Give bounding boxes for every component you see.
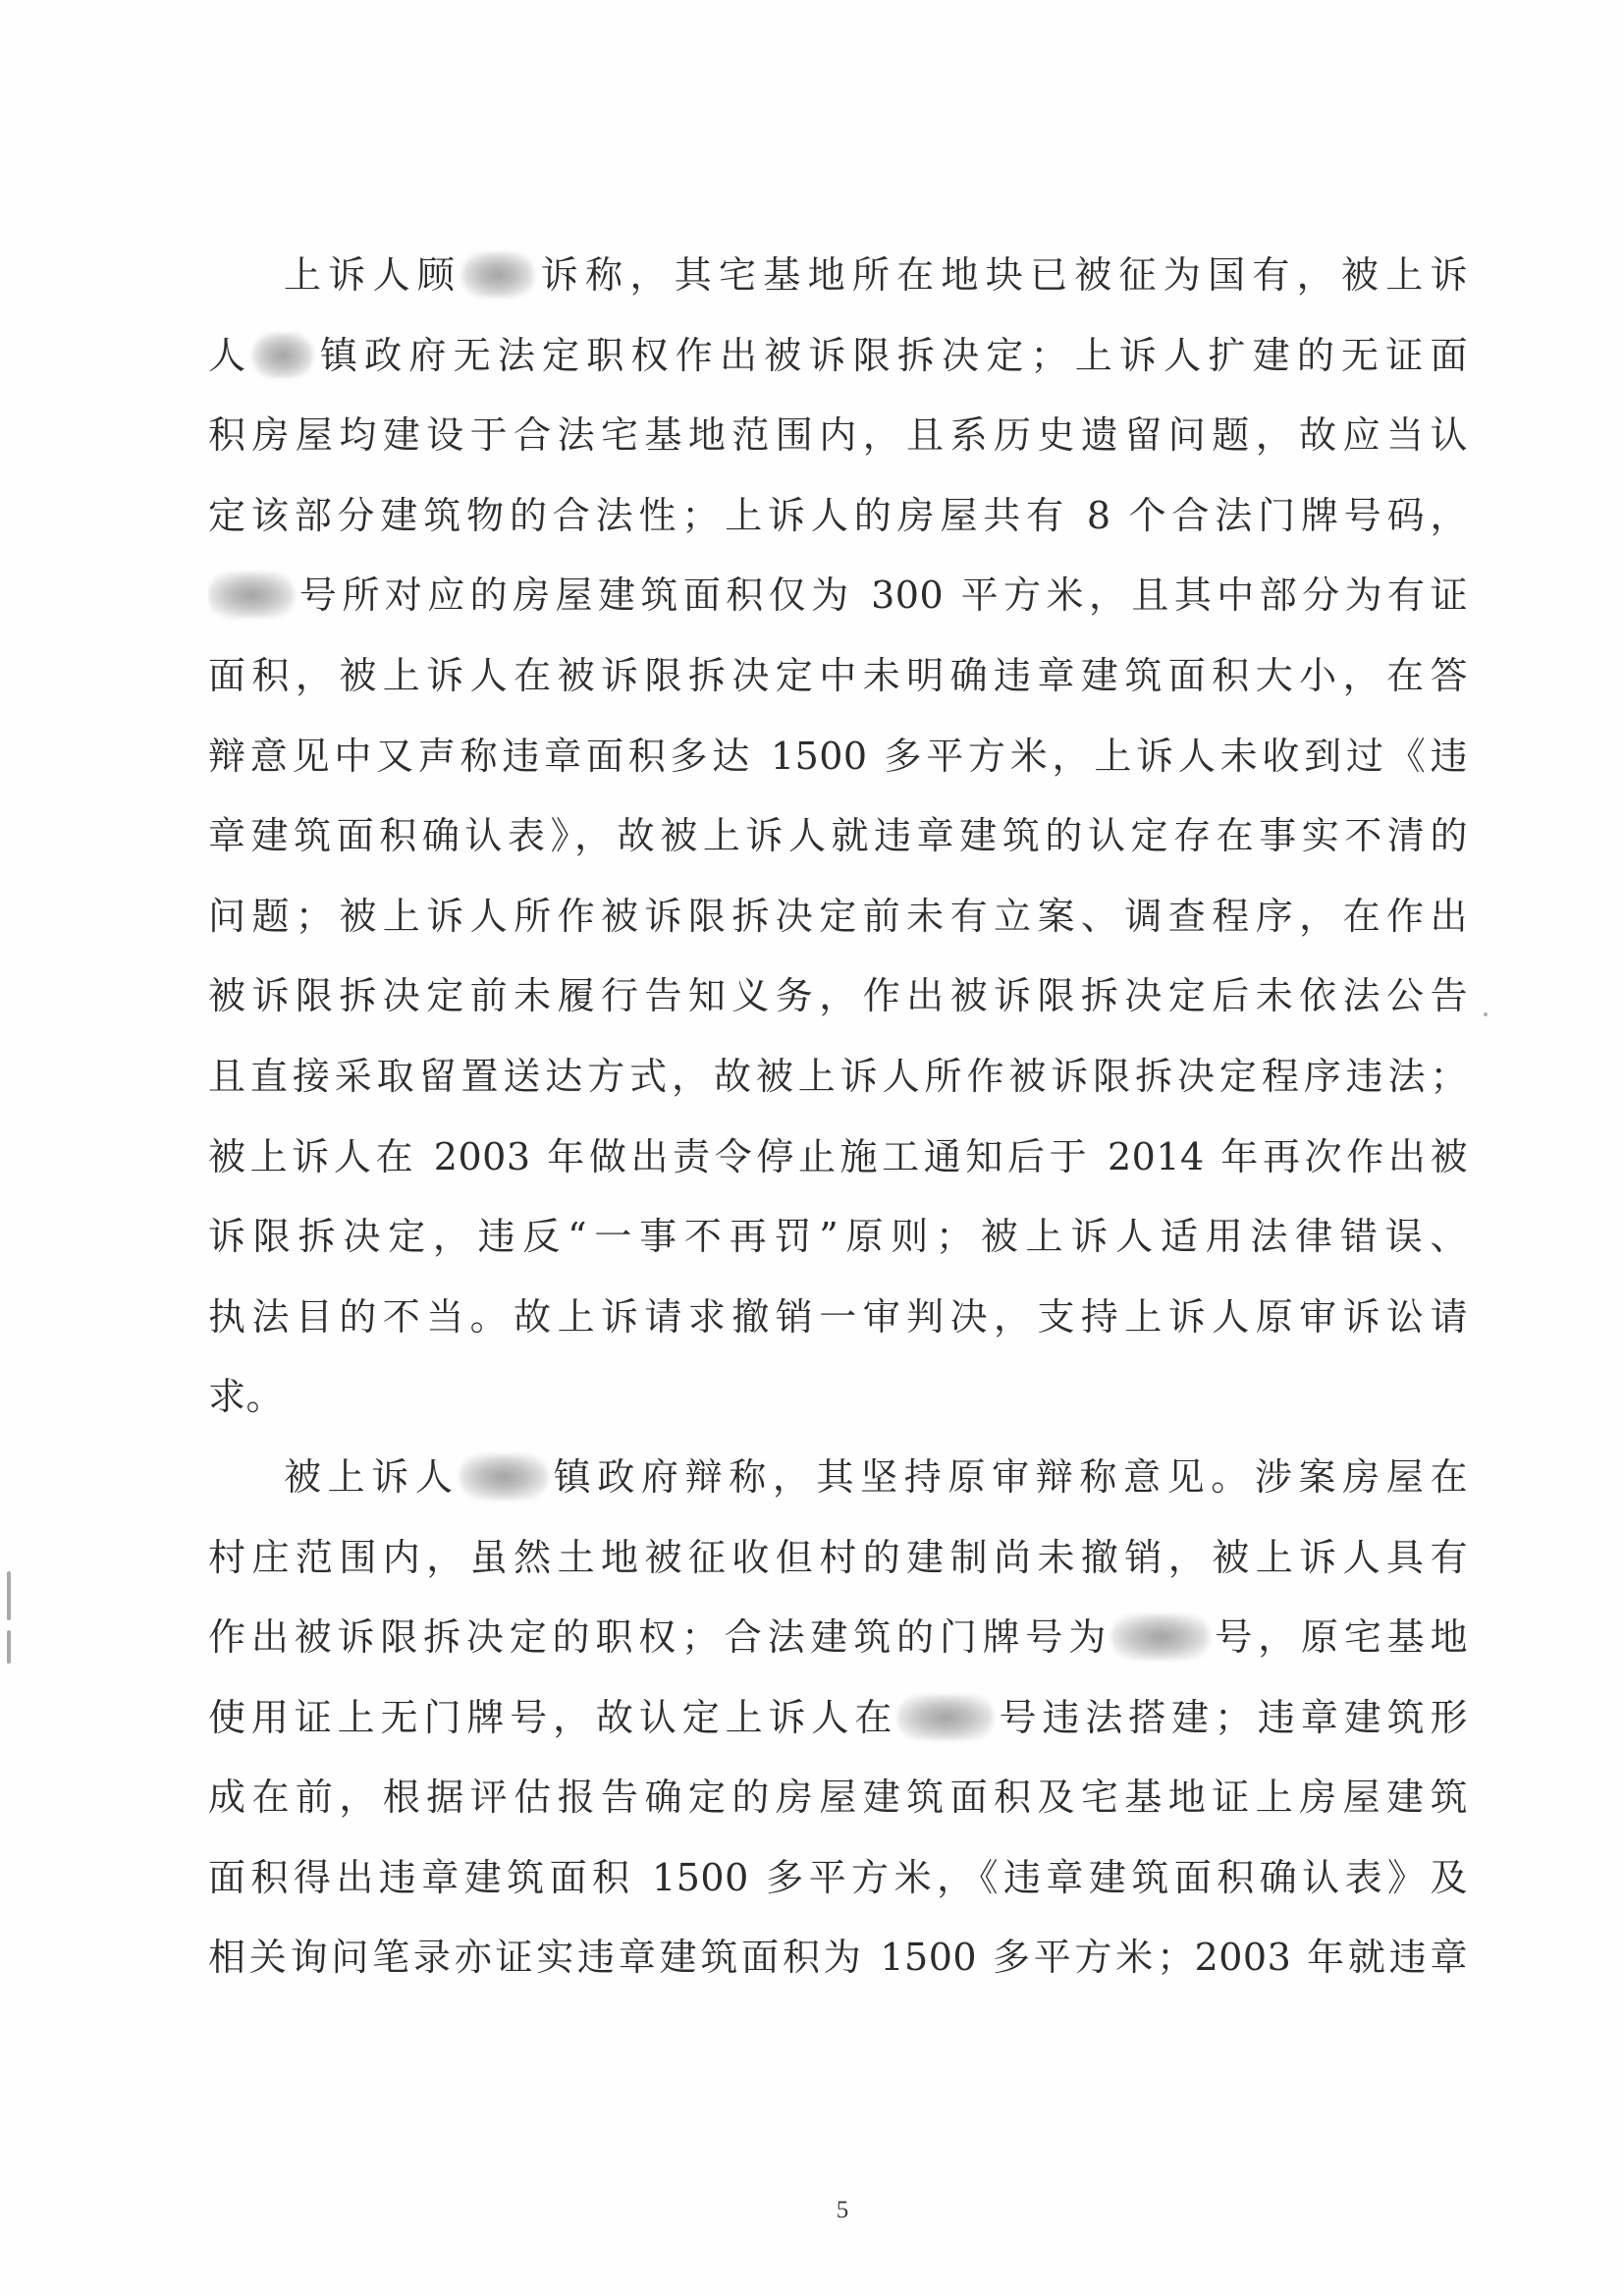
redaction-mark — [252, 333, 313, 378]
redaction-mark — [461, 252, 534, 298]
text-line — [208, 1037, 1468, 1118]
text-line — [208, 1118, 1468, 1198]
text-line — [208, 796, 1468, 877]
text-line — [208, 316, 1468, 397]
text-segment: 求。 — [208, 1375, 285, 1419]
text-segment: 使用证上无门牌号，故认定上诉人在 — [208, 1695, 898, 1739]
text-segment: 作出被诉限拆决定的职权；合法建筑的门牌号为 — [208, 1615, 1112, 1660]
text-line — [208, 636, 1468, 717]
text-segment: 村庄范围内，虽然土地被征收但村的建制尚未撤销，被上诉人具有 — [208, 1535, 1468, 1579]
text-segment: 号所对应的房屋建筑面积仅为 300 平方米，且其中部分为有证 — [295, 574, 1468, 618]
scan-speck — [1484, 1012, 1488, 1016]
text-line — [208, 1438, 1468, 1518]
text-line — [208, 476, 1468, 557]
text-line — [208, 1758, 1468, 1838]
text-line — [208, 1278, 1468, 1358]
page-number: 5 — [836, 2197, 849, 2223]
redaction-mark — [897, 1695, 994, 1740]
binding-mark — [7, 1630, 11, 1664]
text-line — [208, 1197, 1468, 1278]
text-line — [208, 556, 1468, 636]
text-line — [208, 877, 1468, 957]
text-segment: 被上诉人 — [284, 1454, 460, 1499]
text-segment: 诉限拆决定，违反“一事不再罚”原则；被上诉人适用法律错误、 — [208, 1215, 1468, 1259]
text-line — [208, 717, 1468, 797]
binding-mark — [7, 1571, 11, 1620]
text-segment: 号，原宅基地 — [1210, 1615, 1468, 1660]
text-segment: 相关询问笔录亦证实违章建筑面积为 1500 多平方米；2003 年就违章 — [208, 1936, 1468, 1980]
redaction-mark — [460, 1454, 548, 1500]
redaction-mark — [208, 573, 295, 618]
text-line — [208, 396, 1468, 476]
text-segment: 人 — [208, 333, 253, 377]
text-segment: 章建筑面积确认表》，故被上诉人就违章建筑的认定存在事实不清的 — [208, 814, 1468, 858]
text-segment: 上诉人顾 — [284, 253, 462, 297]
text-segment: 号违法搭建；违章建筑形 — [994, 1695, 1468, 1739]
document-body — [208, 236, 1468, 1998]
text-segment: 辩意见中又声称违章面积多达 1500 多平方米，上诉人未收到过《违 — [208, 734, 1468, 778]
text-line — [208, 1598, 1468, 1678]
text-segment: 镇政府无法定职权作出被诉限拆决定；上诉人扩建的无证面 — [313, 333, 1468, 377]
redaction-mark — [1111, 1614, 1210, 1660]
text-segment: 镇政府辩称，其坚持原审辩称意见。涉案房屋在 — [547, 1454, 1468, 1499]
text-line — [208, 1838, 1468, 1919]
text-line — [208, 957, 1468, 1037]
text-segment: 积房屋均建设于合法宅基地范围内，且系历史遗留问题，故应当认 — [208, 413, 1468, 458]
text-segment: 问题；被上诉人所作被诉限拆决定前未有立案、调查程序，在作出 — [208, 894, 1468, 938]
text-segment: 面积，被上诉人在被诉限拆决定中未明确违章建筑面积大小，在答 — [208, 653, 1468, 697]
text-line — [208, 236, 1468, 316]
text-segment: 诉称，其宅基地所在地块已被征为国有，被上诉 — [534, 253, 1468, 297]
text-line — [208, 1918, 1468, 1998]
text-segment: 被上诉人在 2003 年做出责令停止施工通知后于 2014 年再次作出被 — [208, 1134, 1468, 1178]
text-segment: 成在前，根据评估报告确定的房屋建筑面积及宅基地证上房屋建筑 — [208, 1776, 1468, 1820]
text-segment: 被诉限拆决定前未履行告知义务，作出被诉限拆决定后未依法公告 — [208, 974, 1468, 1018]
paragraph — [208, 236, 1468, 1438]
text-line — [208, 1678, 1468, 1759]
text-segment: 执法目的不当。故上诉请求撤销一审判决，支持上诉人原审诉讼请 — [208, 1294, 1468, 1339]
text-line — [208, 1357, 1468, 1438]
paragraph — [208, 1438, 1468, 1998]
text-segment: 且直接采取留置送达方式，故被上诉人所作被诉限拆决定程序违法； — [208, 1054, 1468, 1098]
text-segment: 定该部分建筑物的合法性；上诉人的房屋共有 8 个合法门牌号码， — [208, 493, 1468, 537]
text-segment: 面积得出违章建筑面积 1500 多平方米，《违章建筑面积确认表》及 — [208, 1855, 1468, 1899]
text-line — [208, 1518, 1468, 1599]
